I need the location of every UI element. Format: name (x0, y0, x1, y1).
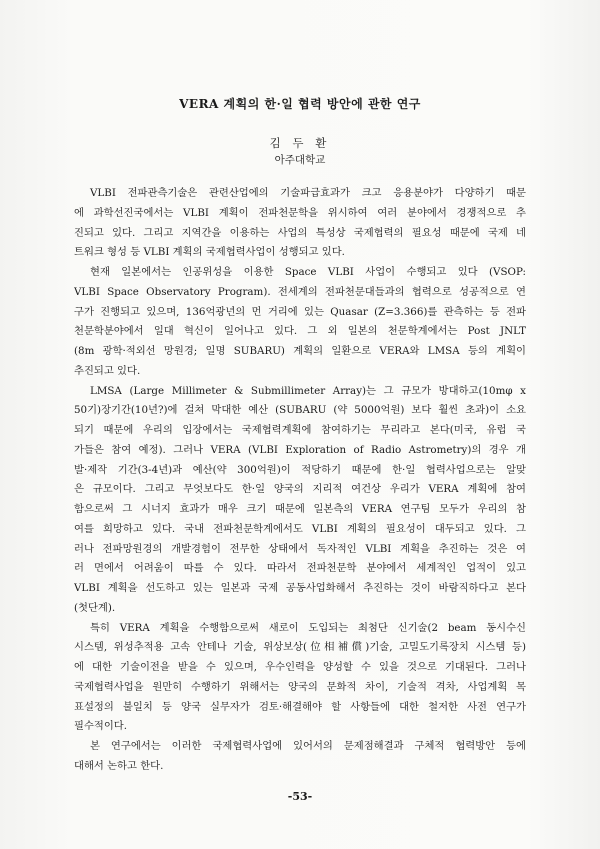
text-line: VLBI 전파관측기술은 관련산업에의 기술파급효과가 크고 응용분야가 다양하기 때문 (90, 187, 526, 199)
text-line: 추진되고 있다. (74, 364, 141, 377)
text-line: 여를 희망하고 있다. 국내 전파천문학계에서도 VLBI 계획의 필요성이 대두되고 있다. 그 (74, 522, 526, 535)
author-affiliation: 아주대학교 (274, 154, 326, 166)
text-line: 발·제작 기간(3-4년)과 예산(약 300억원)이 적당하기 때문에 한·일 협력사업으로는 알맞 (74, 463, 526, 476)
abstract-body (74, 184, 526, 777)
text-line: 시스템, 위성추적용 고속 안테나 기술, 위상보상(位相補償)기술, 고밀도기록장치 시스템 등) (74, 641, 526, 654)
paragraph (74, 737, 526, 777)
text-line: 대해서 논하고 한다. (74, 759, 164, 772)
paragraph (74, 263, 526, 382)
text-line: 에 대한 기술이전을 받을 수 있으며, 우수인력을 양성할 수 있을 것으로 기대된다. 그러나 (74, 661, 526, 673)
paragraph (74, 184, 526, 263)
text-line: 천문학분야에서 일대 혁신이 일어나고 있다. 그 외 일본의 천문학계에서는 Post JNLT (74, 325, 526, 338)
text-line: 국제협력사업을 원만히 수행하기 위해서는 양국의 문화적 차이, 기술적 격차, 사업계획 목 (74, 680, 526, 693)
text-line: 구가 진행되고 있으며, 136억광년의 먼 거리에 있는 Quasar (Z=3.366)를 관측하는 등 전파 (74, 305, 526, 318)
text-line: 본 연구에서는 이러한 국제협력사업에 있어서의 문제점해결과 구체적 협력방안 등에 (90, 740, 526, 752)
text-line: 되기 때문에 우리의 입장에서는 국제협력계획에 참여하기는 무리라고 본다(미국, 유럽 국 (74, 424, 526, 436)
paragraph (74, 619, 526, 738)
text-line: LMSA (Large Millimeter & Submillimeter Array)는 그 규모가 방대하고(10mφ x (90, 384, 526, 397)
text-line: 함으로써 그 시너지 효과가 매우 크기 때문에 일본측의 VERA 연구팀 모두가 우리의 참 (74, 503, 526, 515)
text-line: 트워크 형성 등 VLBI 계획의 국제협력사업이 성행되고 있다. (74, 246, 345, 259)
text-line: 러나 전파망원경의 개발경험이 전무한 상태에서 독자적인 VLBI 계획을 추진하는 것은 여 (74, 542, 526, 555)
text-line: VLBI Space Observatory Program). 전세계의 전파천문대들과의 협력으로 성공적으로 연 (74, 285, 526, 298)
text-line: 표설정의 불일치 등 양국 실무자가 검토·해결해야 할 사항들에 대한 철저한 사전 연구가 (74, 700, 526, 713)
paragraph (74, 382, 526, 619)
page-number: -53- (287, 790, 313, 803)
text-line: 가들은 참여 예정). 그러나 VERA (VLBI Exploration of Radio Astrometry)의 경우 개 (74, 443, 526, 456)
text-line: 50기)장기간(10년?)에 걸쳐 막대한 예산 (SUBARU (약 5000억원) 보다 훨씬 초과)이 소요 (74, 404, 526, 417)
author-name: 김 두 환 (269, 136, 331, 150)
text-line: 현재 일본에서는 인공위성을 이용한 Space VLBI 사업이 수행되고 있다 (VSOP: (90, 266, 526, 278)
text-line: 러 면에서 어려움이 따를 수 있다. 따라서 전파천문학 분야에서 세계적인 업적이 있고 (74, 562, 526, 575)
text-line: 진되고 있다. 그리고 지역간을 이용하는 사업의 특성상 국제협력의 필요성 때문에 국제 네 (74, 226, 526, 239)
text-line: (첫단계). (74, 601, 116, 614)
text-line: 특히 VERA 계획을 수행함으로써 새로이 도입되는 최첨단 신기술(2 beam 동시수신 (90, 621, 526, 634)
text-line: VLBI 계획을 선도하고 있는 일본과 국제 공동사업화해서 추진하는 것이 바람직하다고 본다 (74, 582, 526, 594)
text-line: 은 규모이다. 그리고 무엇보다도 한·일 양국의 지리적 여건상 우리가 VERA 계획에 참여 (74, 483, 526, 496)
text-line: (8m 광학·적외선 망원경; 일명 SUBARU) 계획의 일환으로 VERA와 LMSA 등의 계획이 (74, 345, 526, 357)
text-line: 필수적이다. (74, 720, 128, 733)
text-line: 에 과학선진국에서는 VLBI 계획이 전파천문학을 위시하여 여러 분야에서 경쟁적으로 추 (74, 206, 526, 219)
paper-title: VERA 계획의 한·일 협력 방안에 관한 연구 (179, 97, 421, 111)
